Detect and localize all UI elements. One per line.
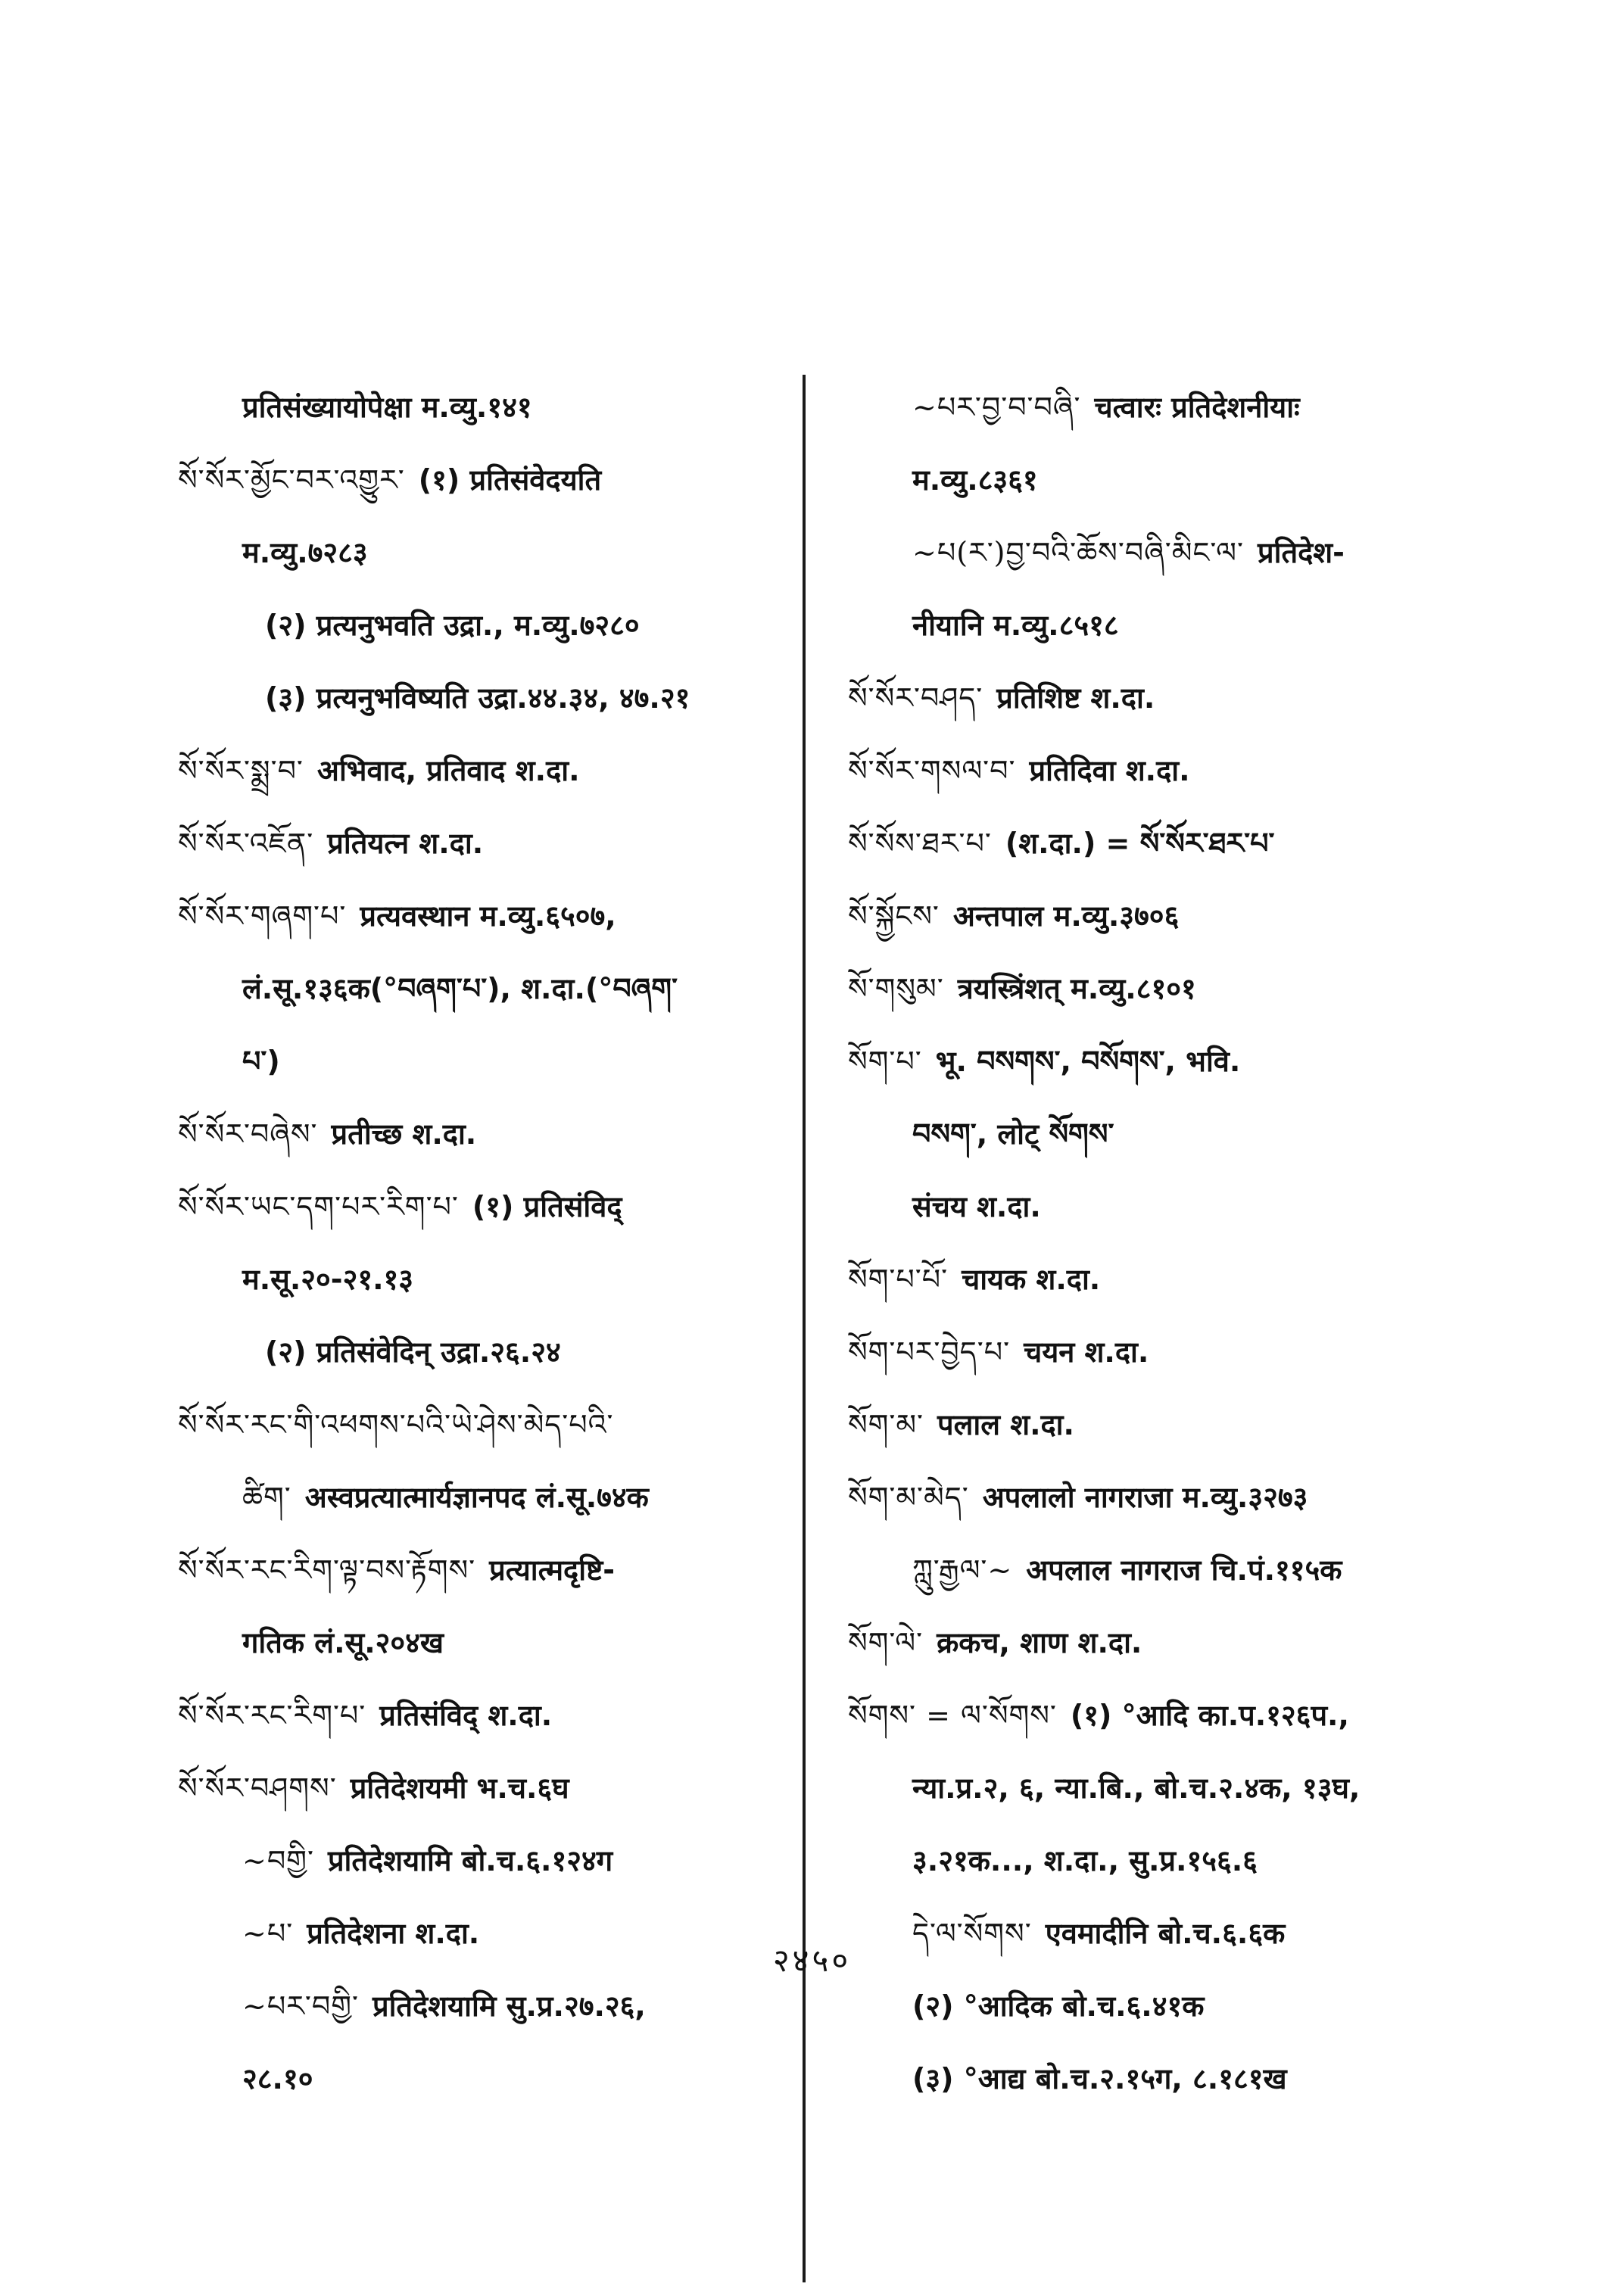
dictionary-line bbox=[848, 1752, 1454, 1824]
sanskrit-gloss: ३.२१क..., श.दा., सु.प्र.१५६.६ bbox=[912, 1844, 1258, 1877]
tibetan-headword: སོ་སོར་གསལ་བ་ bbox=[848, 754, 1016, 787]
sanskrit-gloss: प्रतिदेशना श.दा. bbox=[307, 1917, 480, 1950]
tibetan-headword: སོ་གསུམ་ bbox=[848, 972, 944, 1005]
tibetan-headword: ཚིག་ bbox=[242, 1481, 291, 1514]
sanskrit-gloss: प्रतिदेश- bbox=[1258, 536, 1345, 569]
tibetan-headword: ~བགྱི་ bbox=[242, 1844, 314, 1877]
sanskrit-gloss: चत्वारः प्रतिदेशनीयाः bbox=[1094, 391, 1300, 424]
dictionary-line bbox=[178, 1534, 784, 1606]
tibetan-headword: ~པ་ bbox=[242, 1917, 294, 1950]
dictionary-line bbox=[848, 734, 1454, 807]
tibetan-headword: ~པར་བགྱི་ bbox=[242, 1989, 359, 2023]
tibetan-headword: སོ་སོར་བཞེས་ bbox=[178, 1117, 318, 1151]
tibetan-headword: སོག་པ་ bbox=[848, 1045, 922, 1078]
sanskrit-gloss: एवमादीनि बो.च.६.६क bbox=[1045, 1917, 1286, 1950]
sanskrit-gloss: प्रतिशिष्ट श.दा. bbox=[996, 681, 1155, 715]
dictionary-line bbox=[848, 371, 1454, 444]
dictionary-line bbox=[848, 1170, 1454, 1243]
sanskrit-gloss: (१) प्रतिसंवेदयति bbox=[418, 463, 602, 497]
sanskrit-gloss: संचय श.दा. bbox=[912, 1190, 1041, 1223]
dictionary-line bbox=[178, 516, 784, 589]
sanskrit-gloss: प्रतिदेशयमी भ.च.६घ bbox=[350, 1771, 569, 1805]
tibetan-headword: ~པར་བྱ་བ་བཞི་ bbox=[912, 391, 1081, 424]
sanskrit-gloss: अभिवाद, प्रतिवाद श.दा. bbox=[316, 754, 580, 787]
tibetan-headword: སོ་སོར་བཤགས་ bbox=[178, 1771, 337, 1805]
tibetan-headword: སོ་སོར་ཡང་དག་པར་རིག་པ་ bbox=[178, 1190, 459, 1223]
tibetan-headword: སོ་སོར་རང་རིག་ལྟ་བས་རྟོགས་ bbox=[178, 1553, 476, 1587]
dictionary-line bbox=[178, 1752, 784, 1824]
tibetan-headword: སོག་མ་མེད་ bbox=[848, 1481, 969, 1514]
sanskrit-gloss: लं.सू.१३६क(°བཞག་པ་), श.दा.(°བཞག་ bbox=[242, 972, 678, 1005]
sanskrit-gloss: (१) °आदि का.प.१२६प., bbox=[1070, 1699, 1349, 1732]
sanskrit-gloss: भू. བསགས་, བསོགས་, भवि. bbox=[935, 1045, 1241, 1078]
column-divider bbox=[803, 375, 806, 2282]
sanskrit-gloss: म.व्यु.७२८३ bbox=[242, 536, 368, 569]
left-column bbox=[178, 371, 784, 2115]
sanskrit-gloss: अन्तपाल म.व्यु.३७०६ bbox=[952, 899, 1180, 933]
dictionary-line bbox=[178, 2042, 784, 2115]
dictionary-line bbox=[848, 1606, 1454, 1679]
tibetan-headword: ཀླུ་རྒྱལ་~ bbox=[912, 1553, 1013, 1587]
dictionary-line bbox=[848, 1316, 1454, 1388]
sanskrit-gloss: (२) °आदिक बो.च.६.४१क bbox=[912, 1989, 1205, 2023]
dictionary-line bbox=[178, 371, 784, 444]
dictionary-line bbox=[178, 1025, 784, 1098]
dictionary-line bbox=[848, 2042, 1454, 2115]
dictionary-line bbox=[848, 807, 1454, 880]
dictionary-line bbox=[178, 1388, 784, 1461]
tibetan-headword: སོགས་ = ལ་སོགས་ bbox=[848, 1699, 1057, 1732]
dictionary-line bbox=[848, 1098, 1454, 1170]
dictionary-line bbox=[178, 1824, 784, 1897]
dictionary-line bbox=[178, 444, 784, 516]
sanskrit-gloss: प्रतिदेशयामि बो.च.६.१२४ग bbox=[327, 1844, 613, 1877]
dictionary-line bbox=[848, 1388, 1454, 1461]
sanskrit-gloss: (श.दा.) = སོ་སོར་ཐར་པ་ bbox=[1005, 827, 1275, 860]
tibetan-headword: སོ་སོར་མྱོང་བར་འགྱུར་ bbox=[178, 463, 405, 497]
dictionary-line bbox=[178, 1679, 784, 1752]
dictionary-line bbox=[178, 662, 784, 734]
sanskrit-gloss: प्रत्यवस्थान म.व्यु.६५०७, bbox=[360, 899, 616, 933]
sanskrit-gloss: པ་) bbox=[242, 1045, 280, 1078]
sanskrit-gloss: (३) प्रत्यनुभविष्यति उद्रा.४४.३४, ४७.२१ bbox=[265, 681, 690, 715]
dictionary-line bbox=[178, 1606, 784, 1679]
sanskrit-gloss: (१) प्रतिसंविद् bbox=[472, 1190, 622, 1223]
dictionary-line bbox=[848, 880, 1454, 952]
sanskrit-gloss: अपलालो नागराजा म.व्यु.३२७३ bbox=[982, 1481, 1308, 1514]
dictionary-line bbox=[178, 734, 784, 807]
sanskrit-gloss: (२) प्रतिसंवेदिन् उद्रा.२६.२४ bbox=[265, 1335, 561, 1369]
sanskrit-gloss: བསག་, लोट् སོགས་ bbox=[912, 1117, 1114, 1151]
sanskrit-gloss: म.सू.२०-२१.१३ bbox=[242, 1263, 414, 1296]
dictionary-line bbox=[178, 952, 784, 1025]
dictionary-line bbox=[178, 1243, 784, 1316]
tibetan-headword: སོ་སོར་རང་གི་འཕགས་པའི་ཡེ་ཤེས་མེད་པའི་ bbox=[178, 1408, 614, 1441]
dictionary-line bbox=[848, 1243, 1454, 1316]
dictionary-line bbox=[848, 444, 1454, 516]
dictionary-line bbox=[848, 1534, 1454, 1606]
sanskrit-gloss: (३) °आद्य बो.च.२.१५ग, ८.१८१ख bbox=[912, 2062, 1287, 2095]
sanskrit-gloss: म.व्यु.८३६१ bbox=[912, 463, 1038, 497]
tibetan-headword: དེ་ལ་སོགས་ bbox=[912, 1917, 1032, 1950]
dictionary-line bbox=[178, 589, 784, 662]
dictionary-line bbox=[178, 1098, 784, 1170]
sanskrit-gloss: त्रयस्त्रिंशत् म.व्यु.८१०१ bbox=[957, 972, 1196, 1005]
dictionary-line bbox=[178, 1170, 784, 1243]
tibetan-headword: ~པ(ར་)བྱ་བའི་ཆོས་བཞི་མིང་ལ་ bbox=[912, 536, 1244, 569]
sanskrit-gloss: अस्वप्रत्यात्मार्यज्ञानपद लं.सू.७४क bbox=[304, 1481, 649, 1514]
sanskrit-gloss: प्रत्यात्मदृष्टि- bbox=[489, 1553, 616, 1587]
sanskrit-gloss: प्रतिदेशयामि सु.प्र.२७.२६, bbox=[372, 1989, 646, 2023]
dictionary-line bbox=[848, 1679, 1454, 1752]
dictionary-line bbox=[178, 1316, 784, 1388]
dictionary-line bbox=[848, 1025, 1454, 1098]
dictionary-line bbox=[848, 589, 1454, 662]
tibetan-headword: སོ་སོར་རང་རིག་པ་ bbox=[178, 1699, 366, 1732]
dictionary-line bbox=[178, 880, 784, 952]
sanskrit-gloss: २८.१० bbox=[242, 2062, 313, 2095]
dictionary-line bbox=[848, 952, 1454, 1025]
tibetan-headword: སོ་སོར་བཤད་ bbox=[848, 681, 983, 715]
sanskrit-gloss: अपलाल नागराज चि.पं.११५क bbox=[1026, 1553, 1342, 1587]
dictionary-line bbox=[848, 516, 1454, 589]
dictionary-line bbox=[848, 1824, 1454, 1897]
dictionary-line bbox=[848, 1461, 1454, 1534]
tibetan-headword: སོ་སོས་ཐར་པ་ bbox=[848, 827, 992, 860]
sanskrit-gloss: प्रतिसंविद् श.दा. bbox=[379, 1699, 553, 1732]
tibetan-headword: སོ་སོར་འཇོན་ bbox=[178, 827, 314, 860]
tibetan-headword: སོ་སྐྱོངས་ bbox=[848, 899, 940, 933]
sanskrit-gloss: प्रतिसंख्यायोपेक्षा म.व्यु.१४१ bbox=[242, 391, 532, 424]
page-number: २४५० bbox=[772, 1942, 852, 1979]
tibetan-headword: སོ་སོར་སྨྲ་བ་ bbox=[178, 754, 304, 787]
dictionary-line bbox=[178, 1461, 784, 1534]
tibetan-headword: སོག་པ་པོ་ bbox=[848, 1263, 949, 1296]
dictionary-line bbox=[178, 807, 784, 880]
sanskrit-gloss: न्या.प्र.२, ६, न्या.बि., बो.च.२.४क, १३घ, bbox=[912, 1771, 1361, 1805]
sanskrit-gloss: प्रतियत्न श.दा. bbox=[327, 827, 484, 860]
sanskrit-gloss: नीयानि म.व्यु.८५१८ bbox=[912, 609, 1119, 642]
tibetan-headword: སོག་པར་བྱེད་པ་ bbox=[848, 1335, 1011, 1369]
tibetan-headword: སོ་སོར་གཞག་པ་ bbox=[178, 899, 347, 933]
sanskrit-gloss: गतिक लं.सू.२०४ख bbox=[242, 1626, 444, 1659]
sanskrit-gloss: चयन श.दा. bbox=[1024, 1335, 1149, 1369]
tibetan-headword: སོག་མ་ bbox=[848, 1408, 924, 1441]
tibetan-headword: སོག་ལེ་ bbox=[848, 1626, 924, 1659]
sanskrit-gloss: पलाल श.दा. bbox=[937, 1408, 1074, 1441]
right-column bbox=[848, 371, 1454, 2115]
sanskrit-gloss: प्रतीच्छ श.दा. bbox=[331, 1117, 477, 1151]
sanskrit-gloss: (२) प्रत्यनुभवति उद्रा., म.व्यु.७२८० bbox=[265, 609, 640, 642]
sanskrit-gloss: प्रतिदिवा श.दा. bbox=[1029, 754, 1190, 787]
sanskrit-gloss: क्रकच, शाण श.दा. bbox=[937, 1626, 1142, 1659]
dictionary-line bbox=[848, 662, 1454, 734]
sanskrit-gloss: चायक श.दा. bbox=[962, 1263, 1101, 1296]
